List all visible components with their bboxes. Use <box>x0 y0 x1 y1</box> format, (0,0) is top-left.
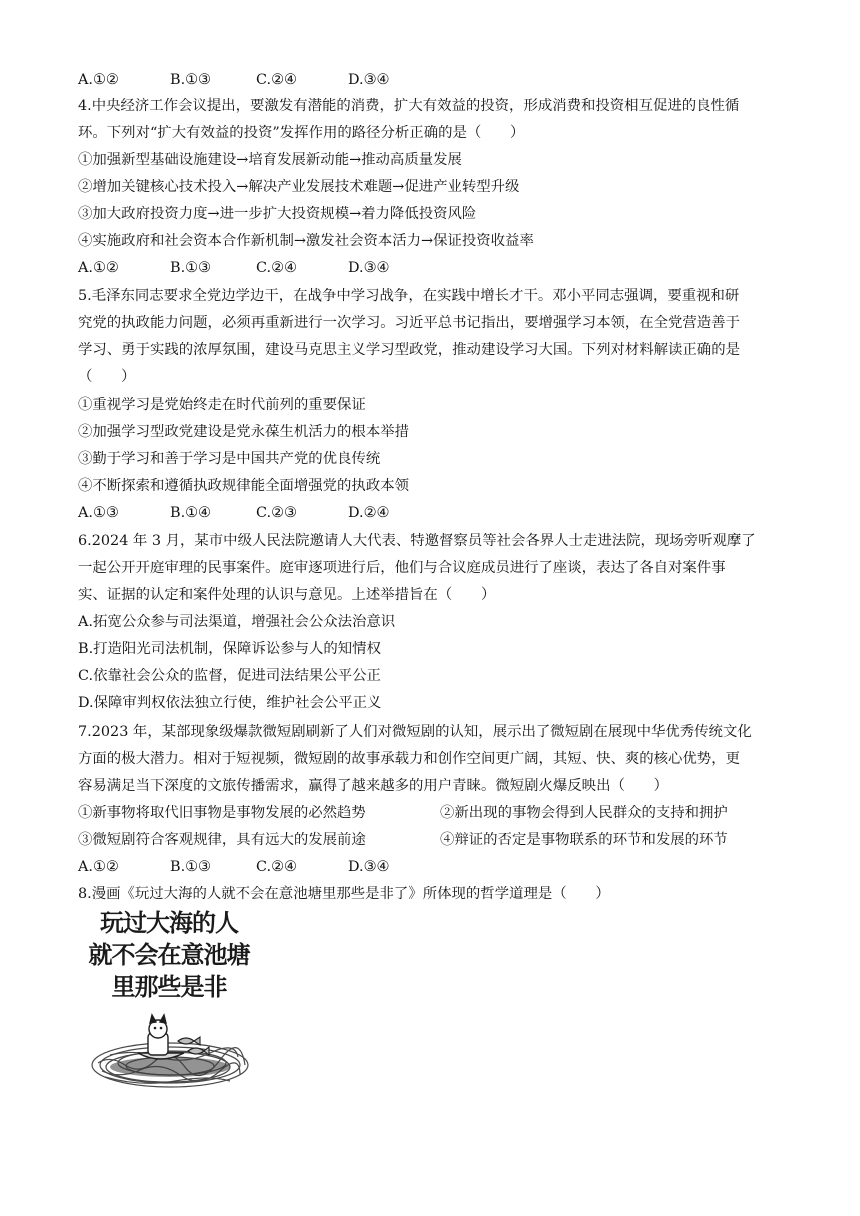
q7-statement-4: ④辩证的否定是事物联系的环节和发展的环节 <box>440 832 728 848</box>
q7-statements-row-2 <box>78 830 788 850</box>
q5-options <box>78 503 788 523</box>
q5-statement-3: ③勤于学习和善于学习是中国共产党的优良传统 <box>78 451 381 467</box>
q3-option-b: B.①③ <box>170 72 211 88</box>
q5-statement-2: ②加强学习型政党建设是党永葆生机活力的根本举措 <box>78 424 409 440</box>
q4-option-b: B.①③ <box>170 260 211 276</box>
q4-statement-2: ②增加关键核心技术投入→解决产业发展技术难题→促进产业转型升级 <box>78 179 520 195</box>
q5-statement-1: ①重视学习是党始终走在时代前列的重要保证 <box>78 397 366 413</box>
q4-option-a: A.①② <box>78 260 119 276</box>
q4-option-d: D.③④ <box>348 260 390 276</box>
q5-stem-line-4: （ ） <box>78 369 136 385</box>
q7-statements-row-1 <box>78 803 788 823</box>
q4-stem-line-2: 环。下列对“扩大有效益的投资”发挥作用的路径分析正确的是（ ） <box>78 125 525 141</box>
q3-options <box>78 70 788 90</box>
q4-statement-4: ④实施政府和社会资本合作新机制→激发社会资本活力→保证投资收益率 <box>78 233 534 249</box>
cartoon-caption-line-1: 玩过大海的人 <box>100 909 238 937</box>
q7-stem-line-3: 容易满足当下深度的文旅传播需求，赢得了越来越多的用户青睐。微短剧火爆反映出（ ） <box>78 778 669 794</box>
q5-stem-line-2: 究党的执政能力问题，必须再重新进行一次学习。习近平总书记指出，要增强学习本领，在全党营造善于 <box>78 315 740 331</box>
q5-option-c: C.②③ <box>256 505 297 521</box>
q7-stem-line-2: 方面的极大潜力。相对于短视频，微短剧的故事承载力和创作空间更广阔，其短、快、爽的核心优势，更 <box>78 751 740 767</box>
q5-option-a: A.①③ <box>78 505 119 521</box>
q7-option-c: C.②④ <box>256 859 297 875</box>
q5-stem-line-3: 学习、勇于实践的浓厚氛围，建设马克思主义学习型政党，推动建设学习大国。下列对材料解读正确的是 <box>78 342 740 358</box>
q7-statement-1: ①新事物将取代旧事物是事物发展的必然趋势 <box>78 805 366 821</box>
q4-stem-line-1: 4.中央经济工作会议提出，要激发有潜能的消费，扩大有效益的投资，形成消费和投资相互促进的良性循 <box>78 98 740 114</box>
q7-stem-line-1: 7.2023 年，某部现象级爆款微短剧刷新了人们对微短剧的认知，展示出了微短剧在展现中华优秀传统文化 <box>78 724 752 740</box>
q7-statement-2: ②新出现的事物会得到人民群众的支持和拥护 <box>440 805 728 821</box>
q6-option-a: A.拓宽公众参与司法渠道，增强社会公众法治意识 <box>78 614 396 630</box>
q8-stem: 8.漫画《玩过大海的人就不会在意池塘里那些是非了》所体现的哲学道理是（ ） <box>78 886 610 902</box>
q7-option-d: D.③④ <box>348 859 390 875</box>
q7-option-a: A.①② <box>78 859 119 875</box>
q7-statement-3: ③微短剧符合客观规律，具有远大的发展前途 <box>78 832 366 848</box>
cartoon-caption-line-2: 就不会在意池塘 <box>88 941 250 969</box>
q5-option-b: B.①④ <box>170 505 211 521</box>
q4-statement-1: ①加强新型基础设施建设→培育发展新动能→推动高质量发展 <box>78 152 462 168</box>
q5-stem-line-1: 5.毛泽东同志要求全党边学边干，在战争中学习战争，在实践中增长才干。邓小平同志强调，要重视和研 <box>78 288 740 304</box>
q6-stem-line-1: 6.2024 年 3 月，某市中级人民法院邀请人大代表、特邀督察员等社会各界人士走进法院，现场旁听观摩了 <box>78 533 756 549</box>
q6-option-b: B.打造阳光司法机制，保障诉讼参与人的知情权 <box>78 641 381 657</box>
q7-option-b: B.①③ <box>170 859 211 875</box>
q6-stem-line-3: 实、证据的认定和案件处理的认识与意见。上述举措旨在（ ） <box>78 587 496 603</box>
q3-option-d: D.③④ <box>348 72 390 88</box>
q4-options <box>78 258 788 278</box>
q7-options <box>78 857 788 877</box>
q6-option-d: D.保障审判权依法独立行使，维护社会公平正义 <box>78 695 382 711</box>
q6-option-c: C.依靠社会公众的监督，促进司法结果公平公正 <box>78 668 381 684</box>
pond-illustration <box>80 905 258 1101</box>
q4-option-c: C.②④ <box>256 260 297 276</box>
q3-option-c: C.②④ <box>256 72 297 88</box>
q4-statement-3: ③加大政府投资力度→进一步扩大投资规模→着力降低投资风险 <box>78 206 477 222</box>
q5-option-d: D.②④ <box>348 505 390 521</box>
q6-stem-line-2: 一起公开开庭审理的民事案件。庭审逐项进行后，他们与合议庭成员进行了座谈，表达了各自对案件事 <box>78 560 726 576</box>
cartoon-caption-line-3: 里那些是非 <box>111 973 227 1001</box>
q5-statement-4: ④不断探索和遵循执政规律能全面增强党的执政本领 <box>78 478 409 494</box>
q3-option-a: A.①② <box>78 72 119 88</box>
q8-cartoon-image <box>80 905 258 1101</box>
